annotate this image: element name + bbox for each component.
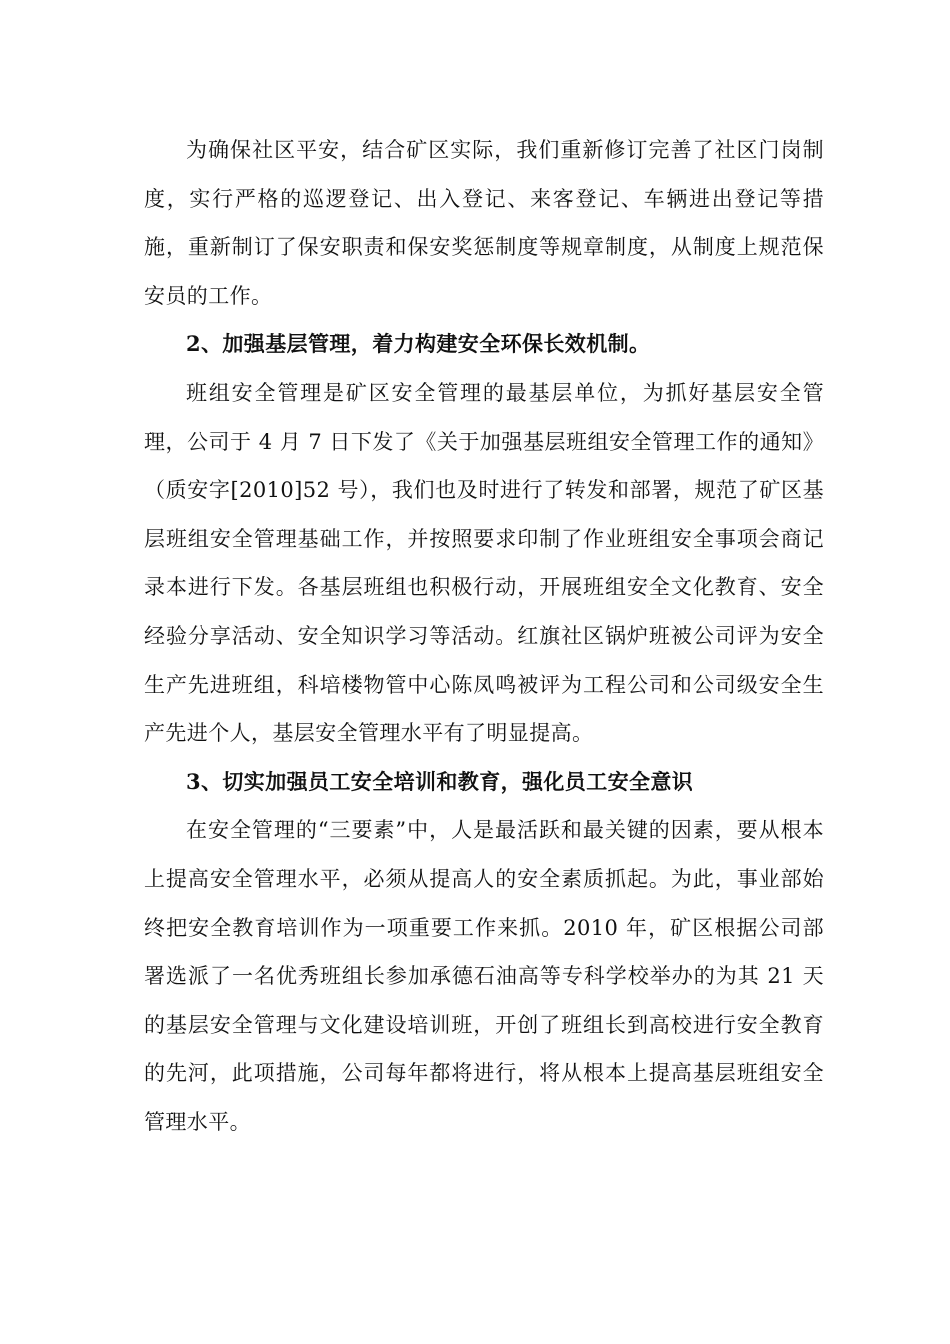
paragraph-team-safety-management: 班组安全管理是矿区安全管理的最基层单位，为抓好基层安全管理，公司于 4 月 7 日下发了《关于加强基层班组安全管理工作的通知》（质安字[2010]52 号），我们也及时进行了转发和部署，规范了矿区基层班组安全管理基础工作，并按照要求印制了作业班组安全事项会商记录本进行下发。各基层班组也积极行动，开展班组安全文化教育、安全经验分享活动、安全知识学习等活动。红旗社区锅炉班被公司评为安全生产先进班组，科培楼物管中心陈凤鸣被评为工程公司和公司级安全生产先进个人，基层安全管理水平有了明显提高。 <box>144 380 824 746</box>
section-heading-grassroots-management: 2、加强基层管理，着力构建安全环保长效机制。 <box>186 331 651 357</box>
document-body <box>144 126 824 1146</box>
paragraph-safety-education: 在安全管理的“三要素”中，人是最活跃和最关键的因素，要从根本上提高安全管理水平，必须从提高人的安全素质抓起。为此，事业部始终把安全教育培训作为一项重要工作来抓。2010 年，矿区根据公司部署选派了一名优秀班组长参加承德石油高等专科学校举办的为其 21 天的基层安全管理与文化建设培训班，开创了班组长到高校进行安全教育的先河，此项措施，公司每年都将进行，将从根本上提高基层班组安全管理水平。 <box>144 818 824 1134</box>
section-heading-safety-training: 3、切实加强员工安全培训和教育，强化员工安全意识 <box>186 768 694 794</box>
paragraph-community-security: 为确保社区平安，结合矿区实际，我们重新修订完善了社区门岗制度，实行严格的巡逻登记、出入登记、来客登记、车辆进出登记等措施，重新制订了保安职责和保安奖惩制度等规章制度，从制度上规范保安员的工作。 <box>144 138 824 308</box>
